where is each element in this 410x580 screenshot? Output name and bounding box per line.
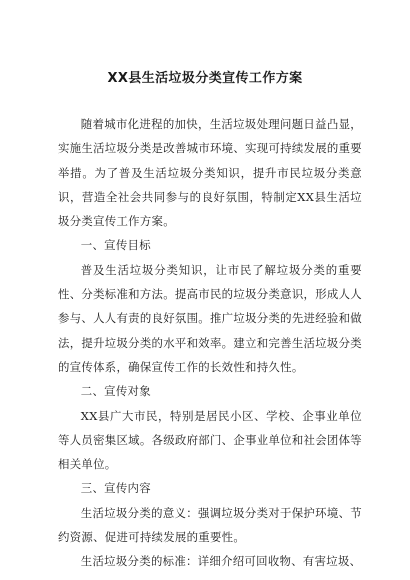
section-heading-content: 三、宣传内容 <box>80 481 151 496</box>
section-heading-audience: 二、宣传对象 <box>80 384 151 399</box>
section-paragraph-standards: 生活垃圾分类的标准：详细介绍可回收物、有害垃圾、 <box>80 554 362 569</box>
document-title: XX县生活垃圾分类宣传工作方案 <box>107 71 303 86</box>
section-heading-goals: 一、宣传目标 <box>80 238 151 253</box>
section-paragraph-goals: 普及生活垃圾分类知识，让市民了解垃圾分类的重要性、分类标准和方法。提高市民的垃圾分类意识，形成人人参与、人人有责的良好氛围。推广垃圾分类的先进经验和做法，提升垃圾分类的水平和效率。建立和完善生活垃圾分类的宣传体系，确保宣传工作的长效性和持久性。 <box>58 262 362 374</box>
document-body <box>58 112 362 574</box>
section-paragraph-significance: 生活垃圾分类的意义：强调垃圾分类对于保护环境、节约资源、促进可持续发展的重要性。 <box>58 505 362 545</box>
section-paragraph-audience: XX县广大市民，特别是居民小区、学校、企事业单位等人员密集区域。各级政府部门、企事业单位和社会团体等相关单位。 <box>58 408 362 472</box>
intro-paragraph: 随着城市化进程的加快，生活垃圾处理问题日益凸显，实施生活垃圾分类是改善城市环境、实现可持续发展的重要举措。为了普及生活垃圾分类知识，提升市民垃圾分类意识，营造全社会共同参与的良好氛围，特制定XX县生活垃圾分类宣传工作方案。 <box>58 117 362 229</box>
